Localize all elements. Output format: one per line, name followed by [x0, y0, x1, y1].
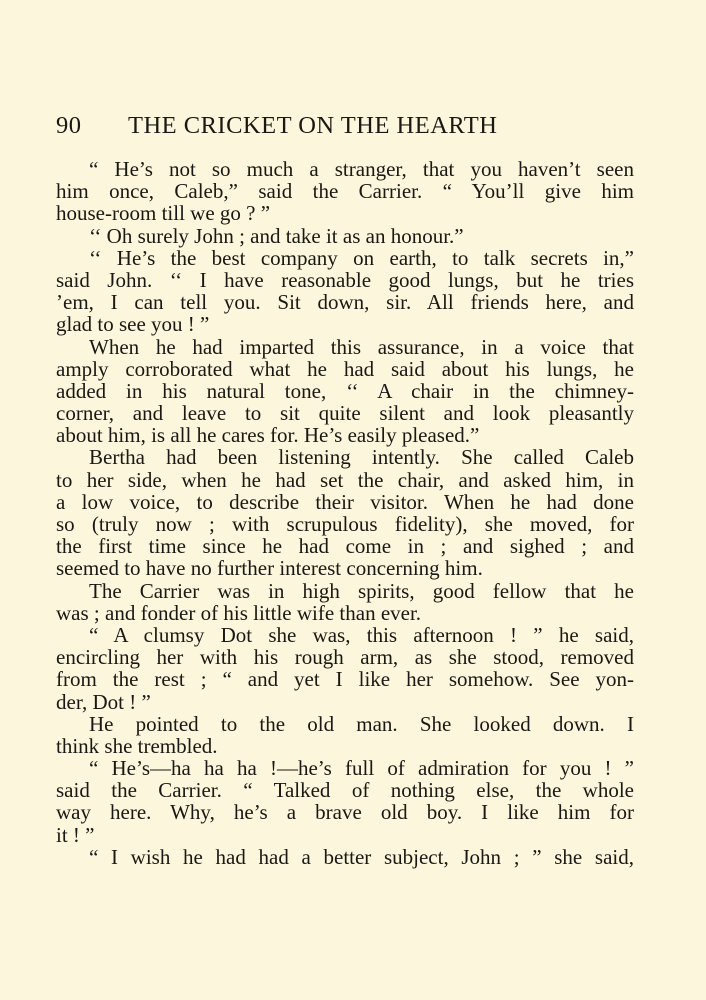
text-line: house-room till we go ? ” [56, 201, 271, 226]
text-line: Bertha had been listening intently. She called Caleb [89, 445, 634, 470]
text-line: was ; and fonder of his little wife than ever. [56, 600, 422, 625]
text-line: way here. Why, he’s a brave old boy. I like him for [56, 800, 634, 825]
text-line: corner, and leave to sit quite silent and look pleasantly [56, 401, 634, 426]
text-line: ’em, I can tell you. Sit down, sir. All friends here, and [56, 290, 634, 315]
text-line: “ I wish he had had a better subject, John ; ” she said, [89, 844, 634, 869]
text-line: encircling her with his rough arm, as she stood, removed [56, 645, 634, 670]
text-line: The Carrier was in high spirits, good fellow that he [89, 578, 634, 603]
text-line: He pointed to the old man. She looked down. I [89, 711, 634, 736]
text-line: ‘‘ Oh surely John ; and take it as an honour.” [89, 223, 464, 248]
text-line: seemed to have no further interest concerning him. [56, 556, 483, 581]
body-text [56, 158, 634, 868]
text-line: to her side, when he had set the chair, and asked him, in [56, 467, 634, 492]
page-header [56, 112, 646, 144]
running-title: THE CRICKET ON THE HEARTH [128, 112, 498, 139]
text-line: When he had imparted this assurance, in a voice that [89, 334, 634, 359]
text-line: from the rest ; “ and yet I like her somehow. See yon- [56, 667, 634, 692]
text-line: der, Dot ! ” [56, 689, 151, 714]
text-line: said the Carrier. “ Talked of nothing else, the whole [56, 778, 634, 803]
text-line: about him, is all he cares for. He’s easily pleased.” [56, 423, 480, 448]
text-line: so (truly now ; with scrupulous fidelity), she moved, for [56, 512, 634, 536]
text-line: added in his natural tone, ‘‘ A chair in the chimney- [56, 378, 634, 403]
page-number: 90 [56, 112, 82, 139]
text-line: a low voice, to describe their visitor. When he had done [56, 489, 634, 514]
text-line: the first time since he had come in ; and sighed ; and [56, 534, 634, 559]
text-line: think she trembled. [56, 733, 218, 758]
text-line: ‘‘ He’s the best company on earth, to talk secrets in,” [89, 245, 634, 270]
text-line: glad to see you ! ” [56, 312, 210, 337]
text-line: him once, Caleb,” said the Carrier. “ You’ll give him [56, 179, 634, 204]
text-line: said John. ‘‘ I have reasonable good lungs, but he tries [56, 267, 634, 292]
text-line: “ He’s not so much a stranger, that you haven’t seen [89, 157, 634, 181]
text-line: “ He’s—ha ha ha !—he’s full of admiration for you ! ” [89, 756, 634, 781]
text-line: it ! ” [56, 822, 95, 847]
text-line: amply corroborated what he had said about his lungs, he [56, 356, 634, 381]
text-line: “ A clumsy Dot she was, this afternoon ! ” he said, [89, 622, 634, 647]
